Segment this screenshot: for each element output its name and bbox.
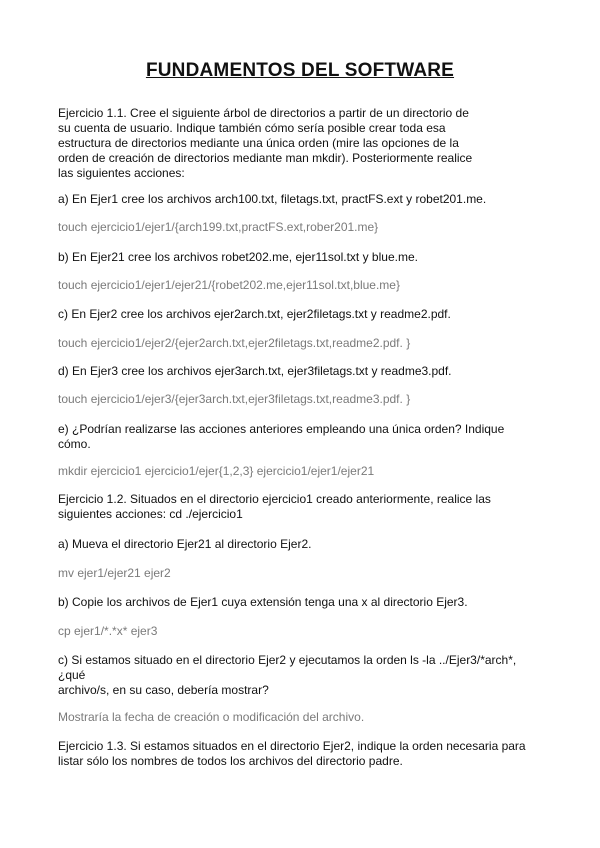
exercise-1-1-e: e) ¿Podrían realizarse las acciones anteriores empleando una única orden? Indique cómo. xyxy=(58,422,505,451)
exercise-1-3-intro: Ejercicio 1.3. Si estamos situados en el directorio Ejer2, indique la orden necesaria para listar sólo los nombres de todos los archivos del directorio padre. xyxy=(58,739,526,768)
exercise-1-1-b: b) En Ejer21 cree los archivos robet202.me, ejer11sol.txt y blue.me. xyxy=(58,250,418,264)
exercise-1-1-intro: Ejercicio 1.1. Cree el siguiente árbol de directorios a partir de un directorio de su cuenta de usuario. Indique también cómo sería posible crear toda esa estructura de directorios mediante una única orden (mire las opciones de la orden de creación de directorios mediante man mkdir). Posteriormente realice las siguientes acciones: xyxy=(58,106,473,180)
exercise-1-2-a: a) Mueva el directorio Ejer21 al directorio Ejer2. xyxy=(58,537,312,551)
exercise-1-1-c: c) En Ejer2 cree los archivos ejer2arch.txt, ejer2filetags.txt y readme2.pdf. xyxy=(58,307,451,321)
exercise-1-1-a: a) En Ejer1 cree los archivos arch100.txt, filetags.txt, practFS.ext y robet201.me. xyxy=(58,192,487,206)
exercise-1-2-c-answer: Mostraría la fecha de creación o modificación del archivo. xyxy=(58,710,365,724)
exercise-1-1-a-answer: touch ejercicio1/ejer1/{arch199.txt,practFS.ext,rober201.me} xyxy=(58,220,379,234)
exercise-1-1-e-answer: mkdir ejercicio1 ejercicio1/ejer{1,2,3} ejercicio1/ejer1/ejer21 xyxy=(58,464,375,478)
exercise-1-2-b: b) Copie los archivos de Ejer1 cuya extensión tenga una x al directorio Ejer3. xyxy=(58,595,468,609)
exercise-1-2-intro: Ejercicio 1.2. Situados en el directorio ejercicio1 creado anteriormente, realice las siguientes acciones: cd ./ejercicio1 xyxy=(58,492,491,521)
exercise-1-1-b-answer: touch ejercicio1/ejer1/ejer21/{robet202.me,ejer11sol.txt,blue.me} xyxy=(58,278,400,292)
exercise-1-2-a-answer: mv ejer1/ejer21 ejer2 xyxy=(58,566,171,580)
document-title: FUNDAMENTOS DEL SOFTWARE xyxy=(145,60,455,81)
exercise-1-1-c-answer: touch ejercicio1/ejer2/{ejer2arch.txt,ejer2filetags.txt,readme2.pdf. } xyxy=(58,336,411,350)
exercise-1-2-c: c) Si estamos situado en el directorio Ejer2 y ejecutamos la orden ls -la ../Ejer3/*arch*, ¿qué archivo/s, en su caso, debería mostrar? xyxy=(58,653,517,697)
exercise-1-1-d-answer: touch ejercicio1/ejer3/{ejer3arch.txt,ejer3filetags.txt,readme3.pdf. } xyxy=(58,392,411,406)
exercise-1-1-d: d) En Ejer3 cree los archivos ejer3arch.txt, ejer3filetags.txt y readme3.pdf. xyxy=(58,364,452,378)
exercise-1-2-b-answer: cp ejer1/*.*x* ejer3 xyxy=(58,624,158,638)
